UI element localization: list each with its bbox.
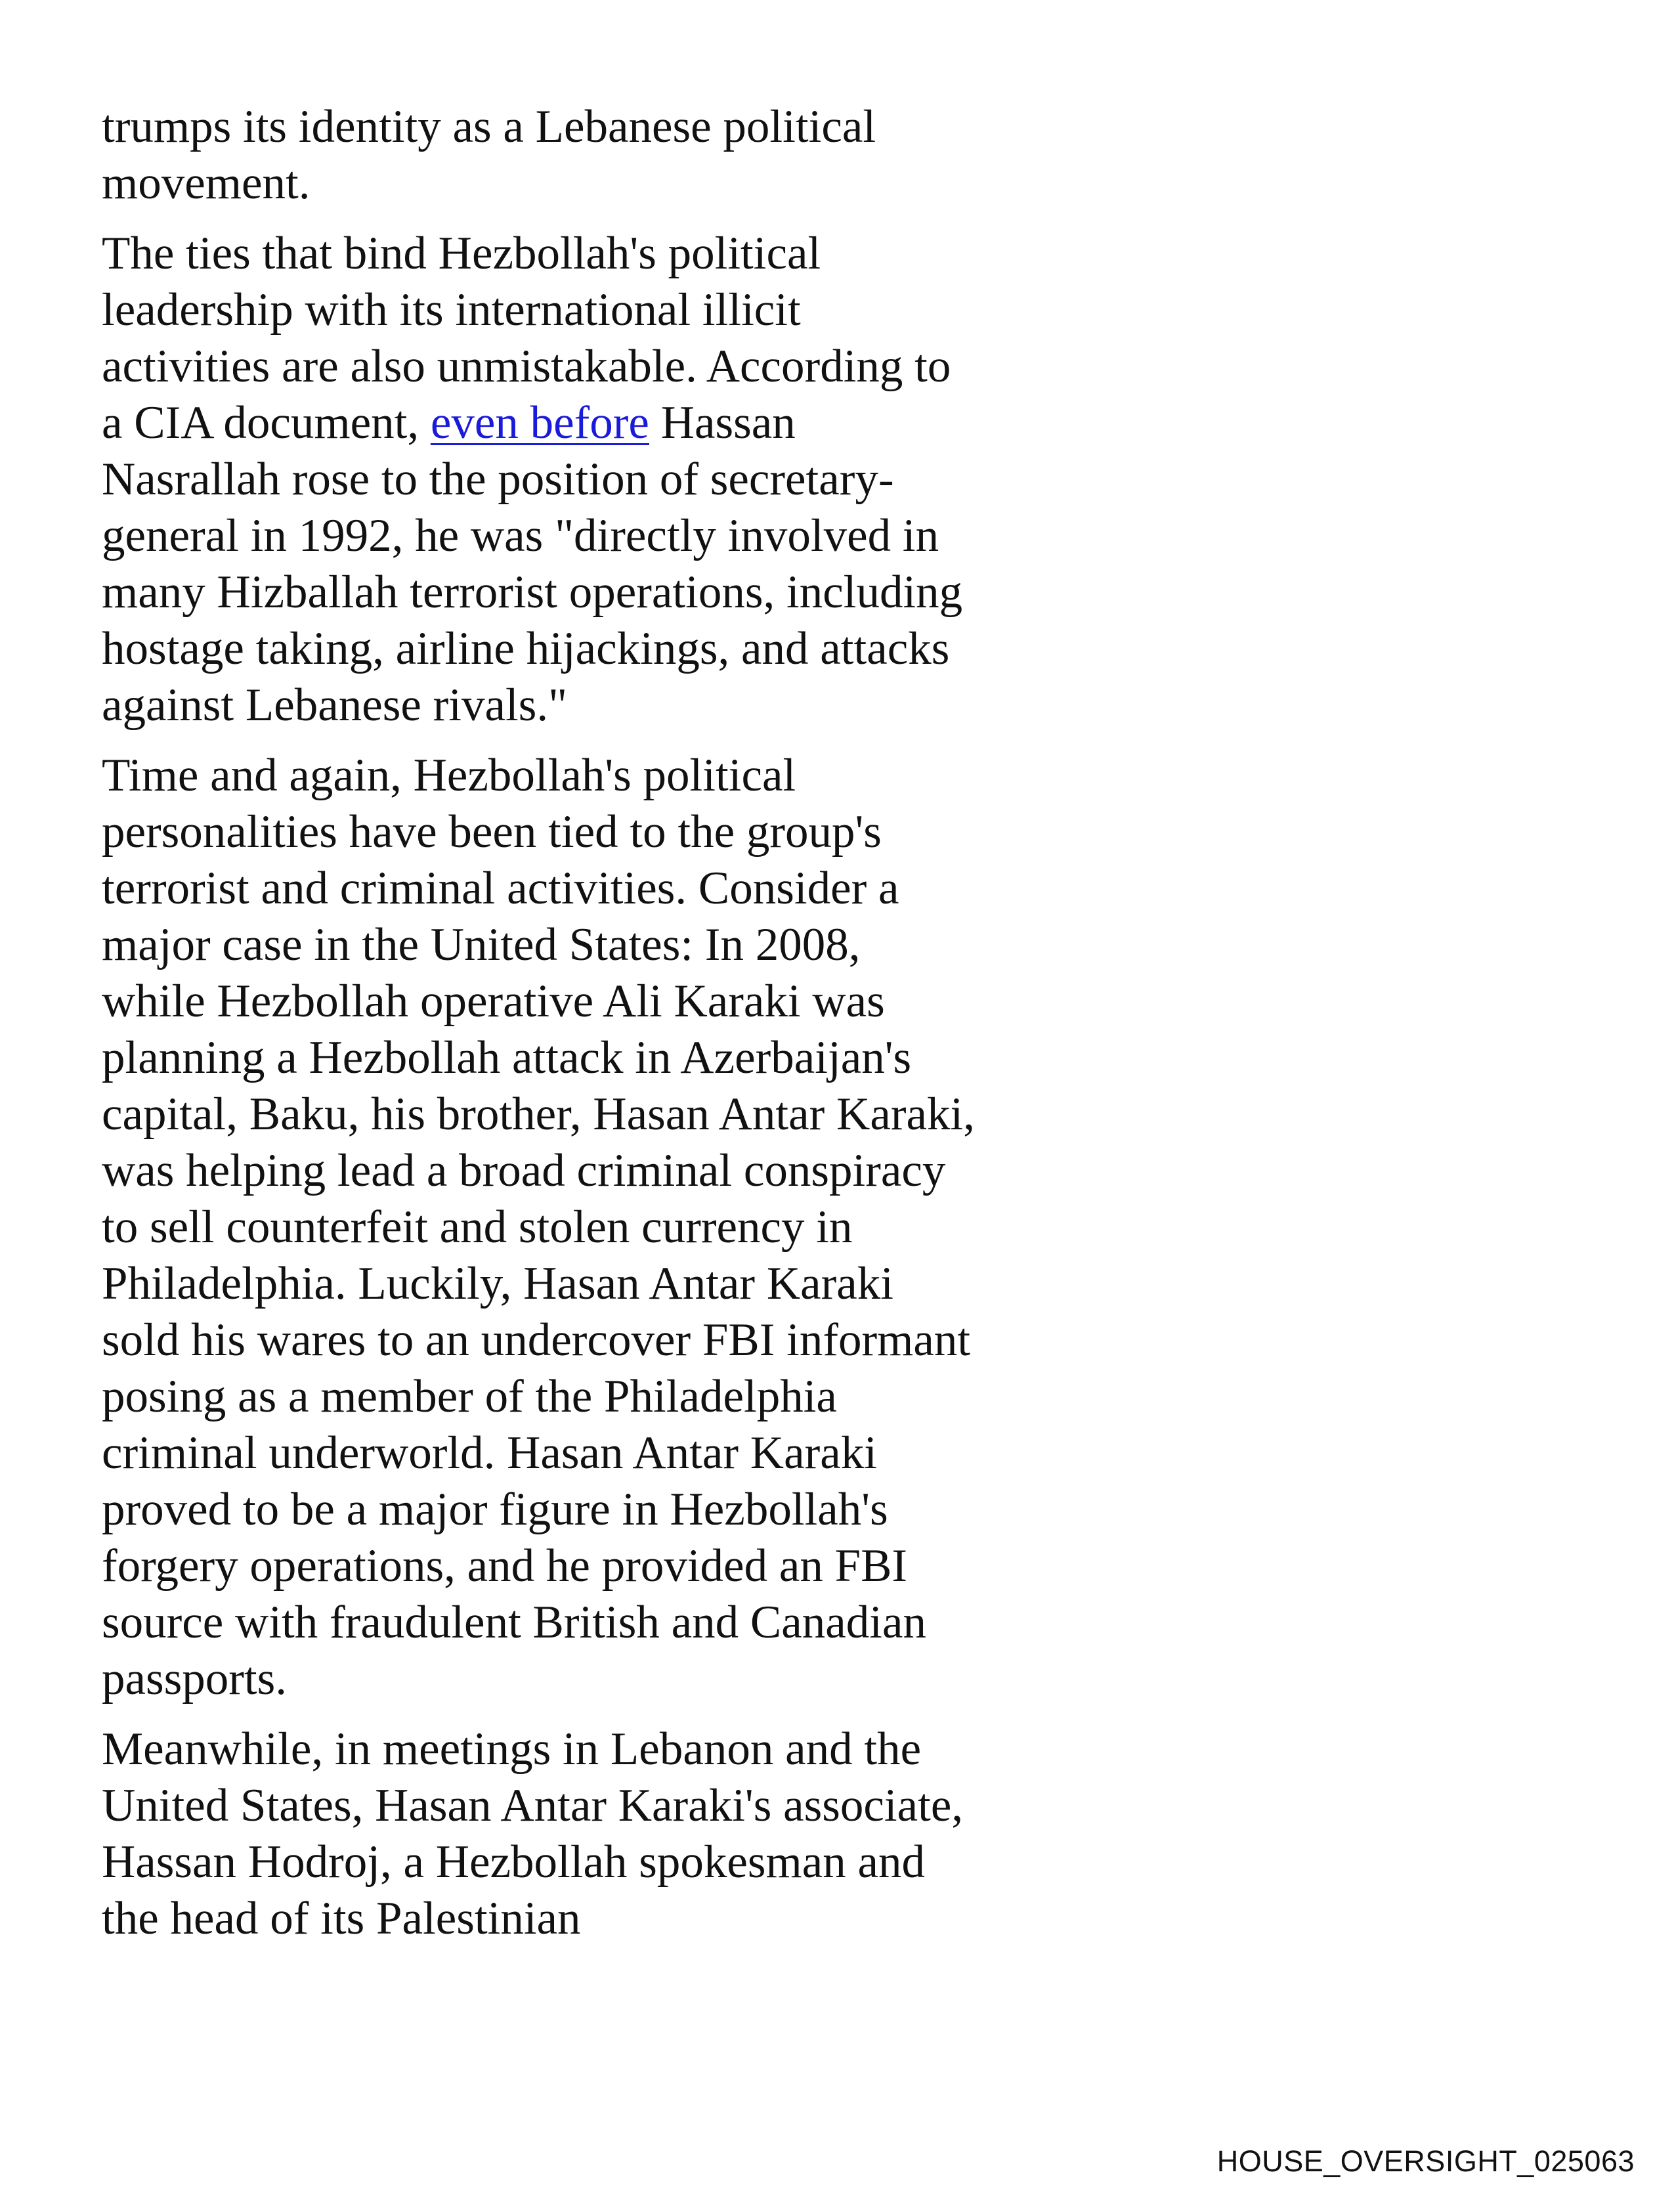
paragraph-4-text: Meanwhile, in meetings in Lebanon and the United States, Hasan Antar Karaki's associate, Hassan Hodroj, a Hezbollah spokesman and the head of its Palestinian <box>102 1724 964 1944</box>
paragraph-3-text: Time and again, Hezbollah's political personalities have been tied to the group's terrorist and criminal activities. Consider a major case in the United States: In 2008, while Hezbollah operative Ali Karaki was planning a Hezbollah attack in Azerbaijan's capital, Baku, his brother, Hasan Antar Karaki, was helping lead a broad criminal conspiracy to sell counterfeit and stolen currency in Philadelphia. Luckily, Hasan Antar Karaki sold his wares to an undercover FBI informant posing as a member of the Philadelphia criminal underworld. Hasan Antar Karaki proved to be a major figure in Hezbollah's forgery operations, and he provided an FBI source with fraudulent British and Canadian passports. <box>102 750 975 1704</box>
paragraph-2-text-after-link: Hassan Nasrallah rose to the position of secretary-general in 1992, he was "directly involved in many Hizballah terrorist operations, including hostage taking, airline hijackings, and attacks against Lebanese rivals." <box>102 397 963 731</box>
paragraph-1-text: trumps its identity as a Lebanese political movement. <box>102 101 876 209</box>
paragraph-1 <box>102 98 975 211</box>
even-before-link[interactable]: even before <box>430 397 649 448</box>
bates-number: HOUSE_OVERSIGHT_025063 <box>1216 2144 1635 2178</box>
paragraph-4 <box>102 1721 975 1947</box>
paragraph-3 <box>102 747 975 1707</box>
paragraph-2 <box>102 225 975 733</box>
article-body <box>102 98 975 1961</box>
paragraph-2-text-before-link: The ties that bind Hezbollah's political leadership with its international illicit activities are also unmistakable. According to a CIA document, <box>102 228 951 448</box>
